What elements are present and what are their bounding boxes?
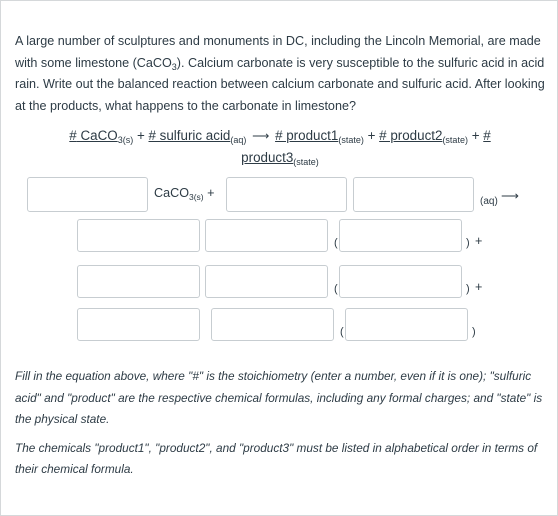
- product3-formula-input[interactable]: [211, 308, 334, 341]
- caco3-label: CaCO$_{3(s)}$ +: [154, 186, 215, 202]
- question-subscript: 3: [171, 61, 177, 72]
- instructions: [15, 366, 547, 481]
- equation-template: # CaCO$_{3(s)}$ + # sulfuric acid$_{(aq)}$ ⟶ # $product1_{(state)}$ + # $product2_{(state)}$ + # $product3_{(state)}$: [69, 128, 491, 167]
- template-product3: $product3_{(state)}$: [241, 150, 319, 167]
- template-product2: # $product2_{(state)}$: [379, 128, 468, 145]
- product3-open-paren: (: [340, 326, 344, 338]
- caco3-coefficient-input[interactable]: [27, 177, 148, 212]
- product1-open-paren: (: [334, 237, 338, 249]
- template-arrow: ⟶: [252, 129, 270, 143]
- product1-formula-input[interactable]: [205, 219, 328, 252]
- product3-coefficient-input[interactable]: [77, 308, 200, 341]
- sulfuric-acid-coefficient-input[interactable]: [226, 177, 347, 212]
- template-caco3: # CaCO$_{3(s)}$: [69, 128, 134, 145]
- product1-state-input[interactable]: [339, 219, 462, 252]
- template-product1: # $product1_{(state)}$: [275, 128, 364, 145]
- product1-coefficient-input[interactable]: [77, 219, 200, 252]
- reaction-arrow: ⟶: [501, 189, 520, 203]
- plus-after-product1: +: [475, 234, 483, 248]
- sulfuric-acid-formula-input[interactable]: [353, 177, 474, 212]
- template-hash3: #: [483, 128, 491, 143]
- plus-after-product2: +: [475, 280, 483, 294]
- product2-state-input[interactable]: [339, 265, 462, 298]
- product2-close-paren: ): [466, 283, 470, 295]
- product2-formula-input[interactable]: [205, 265, 328, 298]
- product1-close-paren: ): [466, 237, 470, 249]
- template-sulfuric-acid: # sulfuric acid$_{(aq)}$: [148, 128, 247, 145]
- aqueous-state-label: (aq): [480, 196, 498, 207]
- instructions-fill-in: Fill in the equation above, where "#" is the stoichiometry (enter a number, even if it is one); "sulfuric acid" and "product" are the respective chemical formulas, including any formal charges; and "state" is the physical state.: [15, 369, 543, 426]
- question-text: A large number of sculptures and monuments in DC, including the Lincoln Memorial, are made with some limestone (CaCO$_3$). Calcium carbonate is very susceptible to the sulfuric acid in acid rain. Write out the balanced reaction between calcium carbonate and sulfuric acid. After looking at the products, what happens to the carbonate in limestone?: [15, 34, 545, 113]
- product2-open-paren: (: [334, 283, 338, 295]
- instructions-alphabetical-order: The chemicals "product1", "product2", and "product3" must be listed in alphabetical order in terms of their chemical formula.: [15, 440, 538, 476]
- product3-close-paren: ): [472, 326, 476, 338]
- product2-coefficient-input[interactable]: [77, 265, 200, 298]
- product3-state-input[interactable]: [345, 308, 468, 341]
